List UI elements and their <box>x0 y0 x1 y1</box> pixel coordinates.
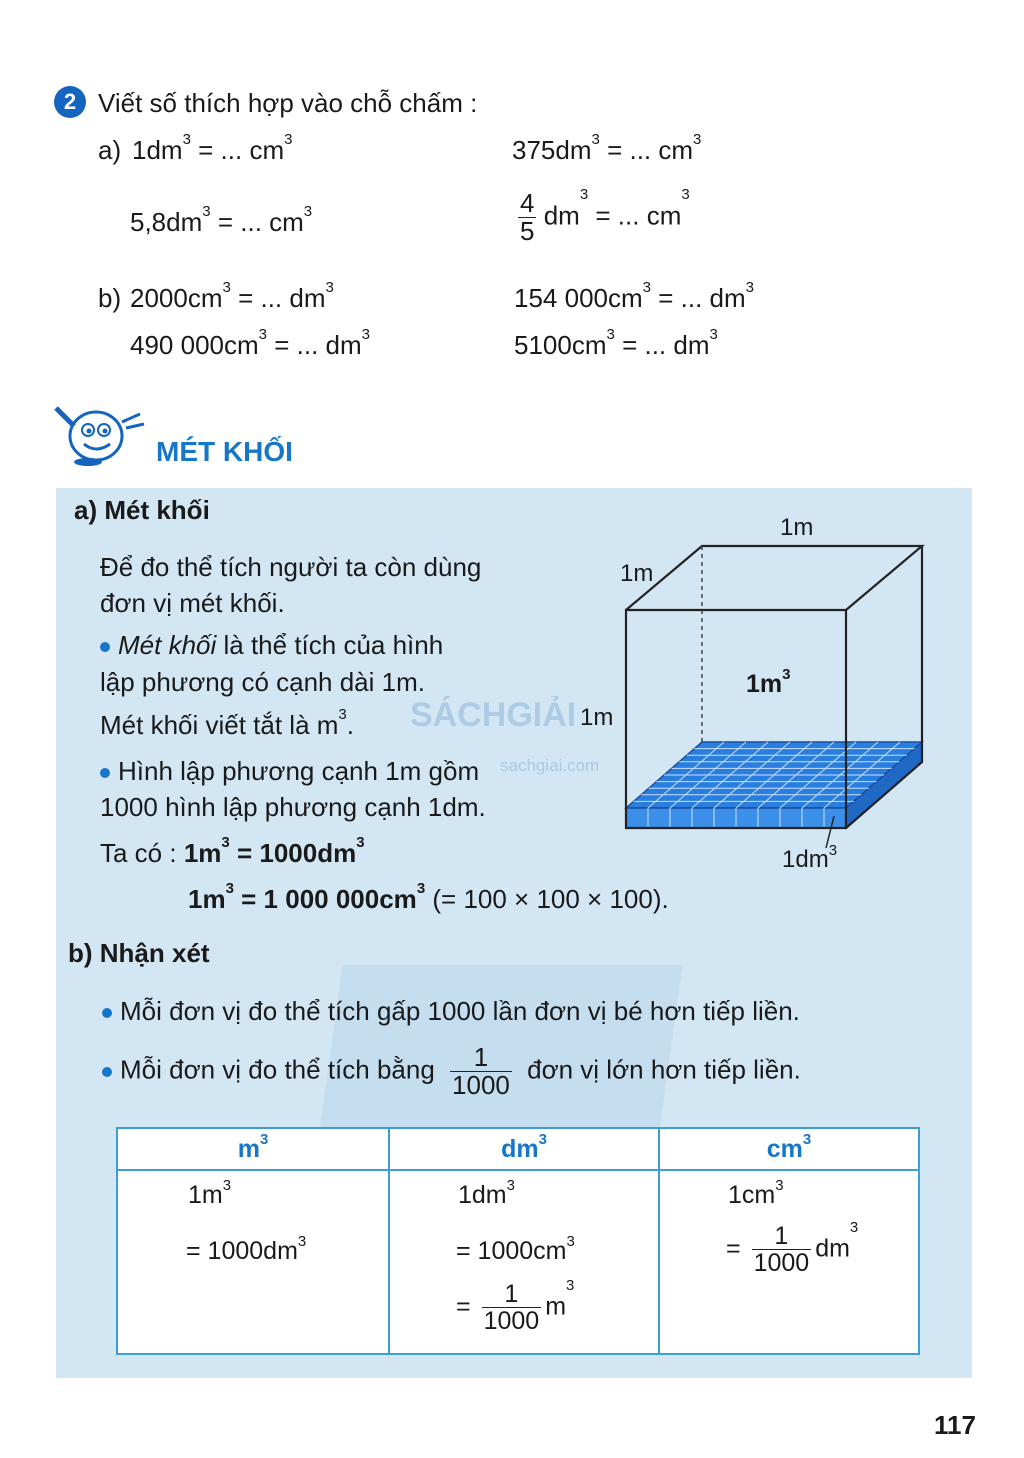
table-cell-m3 <box>117 1170 389 1354</box>
exercise-a3: $5,8dm^3$ = ... $cm^3$ <box>130 203 313 237</box>
note-1: Mỗi đơn vị đo thể tích gấp 1000 lần đơn vị bé hơn tiếp liền. <box>102 996 800 1027</box>
paragraph-1-line-2: đơn vị mét khối. <box>100 588 285 618</box>
item-a-label: a) <box>98 135 122 165</box>
cell-cm3-line-1: $1cm^3$ <box>728 1177 784 1209</box>
exercise-b1: $2000cm^3$ = ... $dm^3$ <box>130 279 334 313</box>
cube-bottom-layer <box>626 742 922 828</box>
bullet-icon <box>102 1067 112 1077</box>
cube-top-label: 1m <box>780 514 814 541</box>
cell-cm3-line-2: = $\frac{1}{1000}$ $dm^3$ <box>726 1219 859 1278</box>
paragraph-3: Mét khối viết tắt là $m^3$. <box>100 706 354 740</box>
paragraph-4-line-1: Hình lập phương cạnh 1m gồm <box>100 756 479 787</box>
page-number: 117 <box>934 1410 976 1440</box>
table-cell-cm3 <box>659 1170 919 1354</box>
volume-units-table <box>116 1127 920 1355</box>
exercise-number-badge: 2 <box>54 86 86 118</box>
exercise-a1: $1dm^3$ = ... $cm^3$ <box>132 131 293 165</box>
section-b-heading: b) Nhận xét <box>68 938 210 968</box>
cell-m3-line-1: $1m^3$ <box>188 1177 232 1209</box>
note-2: Mỗi đơn vị đo thể tích bằng $\frac{1}{1000}$ đơn vị lớn hơn tiếp liền. <box>102 1044 801 1100</box>
pencil-mascot-icon <box>52 400 148 468</box>
table-header-cm3: $cm^3$ <box>659 1128 919 1170</box>
exercise-instruction: Viết số thích hợp vào chỗ chấm : <box>98 88 478 118</box>
exercise-a4: $\frac{4}{5}$ $dm^3$ = ... $cm^3$ <box>520 186 690 247</box>
paragraph-4-line-2: 1000 hình lập phương cạnh 1dm. <box>100 792 486 822</box>
table-cell-dm3 <box>389 1170 659 1354</box>
cube-side-label: 1m <box>580 704 614 731</box>
bullet-icon <box>102 1008 112 1018</box>
bullet-icon <box>100 768 110 778</box>
paragraph-1-line-1: Để đo thể tích người ta còn dùng <box>100 552 482 582</box>
exercise-b2: 154 $000cm^3$ = ... $dm^3$ <box>514 279 754 313</box>
small-cube-label: $1dm^3$ <box>782 842 838 873</box>
cube-volume-label: $1m^3$ <box>746 666 791 698</box>
exercise-a2: $375dm^3$ = ... $cm^3$ <box>512 131 702 165</box>
paragraph-2-line-1: Mét khối là thể tích của hình <box>100 630 443 661</box>
exercise-b4: $5100cm^3$ = ... $dm^3$ <box>514 326 718 360</box>
cell-dm3-line-2: = $1000cm^3$ <box>456 1233 575 1265</box>
small-cube-pointer <box>820 814 840 850</box>
lesson-title: MÉT KHỐI <box>156 436 293 467</box>
bullet-icon <box>100 642 110 652</box>
cell-dm3-line-3: = $\frac{1}{1000}$ $m^3$ <box>456 1277 575 1336</box>
watermark-logo: SÁCHGIẢI <box>410 696 577 734</box>
item-b-label: b) <box>98 283 122 313</box>
cell-dm3-line-1: $1dm^3$ <box>458 1177 515 1209</box>
table-header-dm3: $dm^3$ <box>389 1128 659 1170</box>
exercise-b3: 490 $000cm^3$ = ... $dm^3$ <box>130 326 370 360</box>
paragraph-2-line-2: lập phương có cạnh dài 1m. <box>100 667 425 697</box>
section-a-heading: a) Mét khối <box>74 495 210 525</box>
equation-1: Ta có : $1m^3 = 1000dm^3$ <box>100 834 365 868</box>
cube-left-label: 1m <box>620 560 654 587</box>
cell-m3-line-2: = $1000dm^3$ <box>186 1233 307 1265</box>
equation-2: $1m^3 = 1$ 000 $000cm^3$ (= 100 × 100 × 100). <box>188 880 669 914</box>
table-header-m3: $m^3$ <box>117 1128 389 1170</box>
watermark-url: sachgiai.com <box>500 756 600 775</box>
